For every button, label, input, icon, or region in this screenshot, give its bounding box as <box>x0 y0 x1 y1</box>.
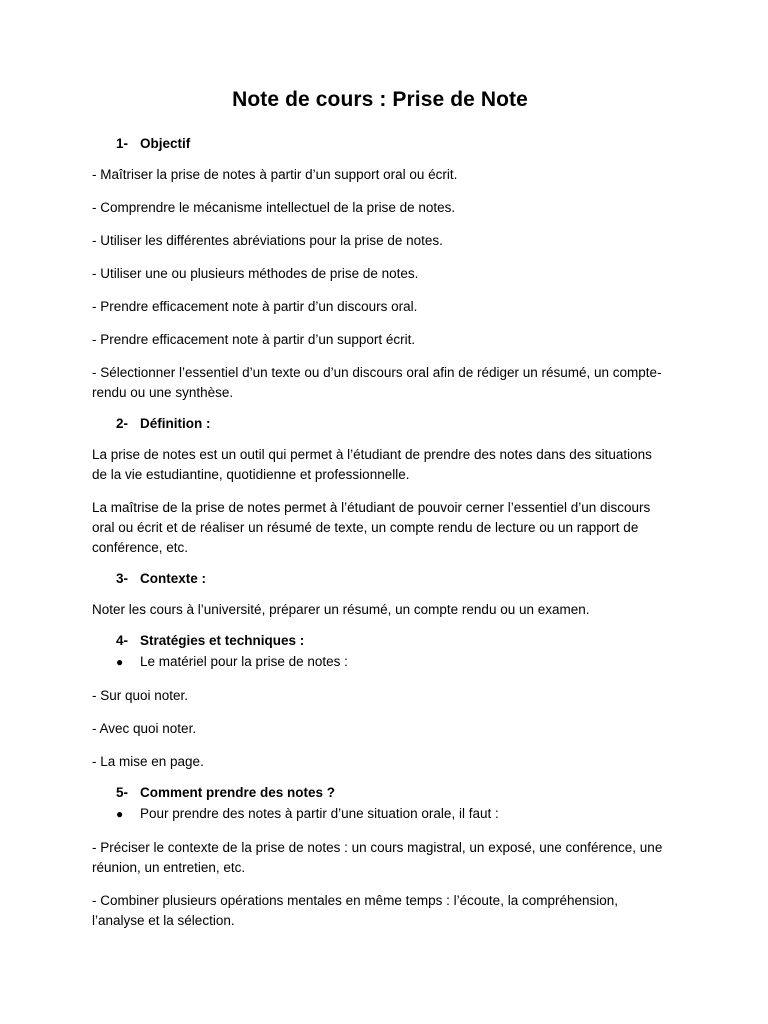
list-item: - Sur quoi noter. <box>92 688 189 703</box>
list-item: - La mise en page. <box>92 754 204 769</box>
list-item: - Utiliser les différentes abréviations pour la prise de notes. <box>92 233 443 248</box>
section-heading-definition <box>92 416 668 431</box>
bullet-icon: ● <box>116 807 124 821</box>
paragraph: La maîtrise de la prise de notes permet à l’étudiant de pouvoir cerner l’essentiel d’un discours oral ou écrit et de réaliser un résumé de texte, un compte rendu de lecture ou un rapport de conférence, etc. <box>92 500 651 555</box>
bullet-icon: ● <box>116 655 124 669</box>
list-item: - Prendre efficacement note à partir d’un discours oral. <box>92 299 418 314</box>
section-label: Définition : <box>140 416 211 431</box>
section-number: 2- <box>116 416 129 431</box>
section-label: Stratégies et techniques : <box>140 633 305 648</box>
section-number: 5- <box>116 785 129 800</box>
section-heading-objectif <box>92 136 668 151</box>
list-item: - Prendre efficacement note à partir d’un support écrit. <box>92 332 416 347</box>
section-label: Objectif <box>140 136 191 151</box>
list-item: - Comprendre le mécanisme intellectuel de la prise de notes. <box>92 200 456 215</box>
list-item: - Avec quoi noter. <box>92 721 197 736</box>
paragraph: La prise de notes est un outil qui permet à l’étudiant de prendre des notes dans des situations de la vie estudiantine, quotidienne et professionnelle. <box>92 447 652 482</box>
bullet-text: Le matériel pour la prise de notes : <box>140 654 348 669</box>
section-number: 3- <box>116 571 129 586</box>
page-title: Note de cours : Prise de Note <box>232 88 528 111</box>
section-heading-contexte <box>92 571 668 586</box>
bullet-item <box>92 804 668 824</box>
list-item: - Sélectionner l’essentiel d’un texte ou d’un discours oral afin de rédiger un résumé, un compte-rendu ou une synthèse. <box>92 365 662 400</box>
list-item: - Maîtriser la prise de notes à partir d’un support oral ou écrit. <box>92 167 458 182</box>
paragraph: Noter les cours à l’université, préparer un résumé, un compte rendu ou un examen. <box>92 602 590 617</box>
section-heading-strategies <box>92 633 668 648</box>
section-number: 1- <box>116 136 129 151</box>
list-item: - Préciser le contexte de la prise de notes : un cours magistral, un exposé, une conférence, une réunion, un entretien, etc. <box>92 840 663 875</box>
bullet-item <box>92 652 668 672</box>
section-label: Contexte : <box>140 571 207 586</box>
section-label: Comment prendre des notes ? <box>140 785 336 800</box>
section-heading-comment <box>92 785 668 800</box>
bullet-text: Pour prendre des notes à partir d’une situation orale, il faut : <box>140 806 499 821</box>
list-item: - Combiner plusieurs opérations mentales en même temps : l’écoute, la compréhension, l’analyse et la sélection. <box>92 893 619 928</box>
section-number: 4- <box>116 633 129 648</box>
list-item: - Utiliser une ou plusieurs méthodes de prise de notes. <box>92 266 419 281</box>
